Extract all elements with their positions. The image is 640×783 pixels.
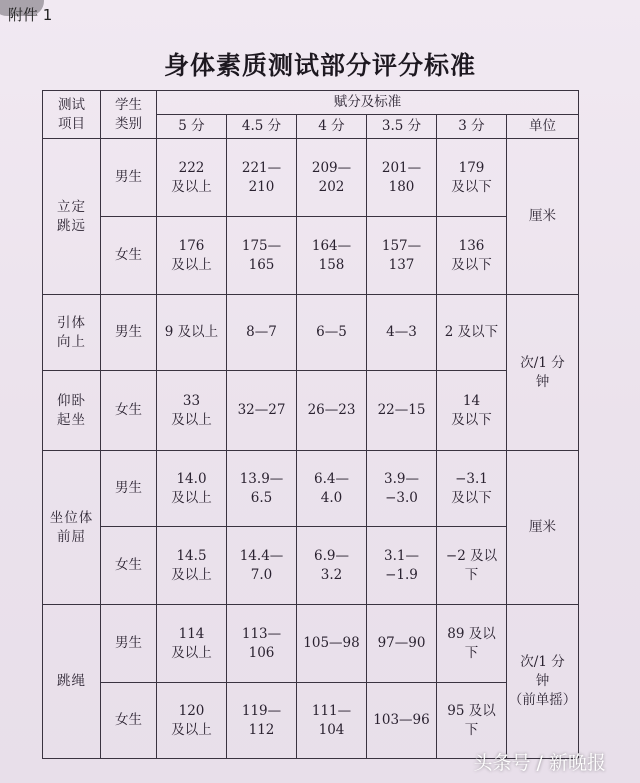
- attachment-label: 附件 1: [8, 6, 53, 24]
- score-cell: 13.9— 6.5: [227, 451, 297, 527]
- score-cell: 14.4— 7.0: [227, 527, 297, 605]
- test-name-cell: 跳绳: [43, 605, 101, 759]
- score-cell: 14.5 及以上: [157, 527, 227, 605]
- test-name-cell: 立定 跳远: [43, 139, 101, 295]
- score-cell: 111— 104: [297, 683, 367, 759]
- score-cell: −2 及以 下: [437, 527, 507, 605]
- header-score-level: 3 分: [437, 115, 507, 139]
- score-cell: 105—98: [297, 605, 367, 683]
- score-cell: 222 及以上: [157, 139, 227, 217]
- score-cell: 2 及以下: [437, 295, 507, 371]
- score-cell: 33 及以上: [157, 371, 227, 451]
- test-name-cell: 引体 向上: [43, 295, 101, 371]
- score-cell: 136 及以下: [437, 217, 507, 295]
- score-cell: 6.4— 4.0: [297, 451, 367, 527]
- category-cell: 女生: [101, 371, 157, 451]
- category-cell: 男生: [101, 451, 157, 527]
- category-cell: 男生: [101, 605, 157, 683]
- score-cell: 113— 106: [227, 605, 297, 683]
- score-cell: 8—7: [227, 295, 297, 371]
- category-cell: 女生: [101, 527, 157, 605]
- category-cell: 男生: [101, 139, 157, 217]
- unit-cell: 厘米: [507, 451, 579, 605]
- score-cell: 6.9— 3.2: [297, 527, 367, 605]
- score-cell: 95 及以 下: [437, 683, 507, 759]
- score-cell: 14.0 及以上: [157, 451, 227, 527]
- score-cell: 176 及以上: [157, 217, 227, 295]
- score-cell: 3.9— −3.0: [367, 451, 437, 527]
- score-cell: 175— 165: [227, 217, 297, 295]
- score-cell: 201— 180: [367, 139, 437, 217]
- score-cell: 22—15: [367, 371, 437, 451]
- score-cell: 9 及以上: [157, 295, 227, 371]
- category-cell: 女生: [101, 683, 157, 759]
- unit-cell: 厘米: [507, 139, 579, 295]
- header-test-item: 测试 项目: [43, 91, 101, 139]
- score-cell: 3.1— −1.9: [367, 527, 437, 605]
- watermark: 头条号 / 新晚报: [473, 752, 606, 774]
- header-score-level: 5 分: [157, 115, 227, 139]
- header-score-level: 4 分: [297, 115, 367, 139]
- page-title: 身体素质测试部分评分标准: [163, 51, 476, 80]
- score-cell: 209— 202: [297, 139, 367, 217]
- scoring-standards-table: [42, 90, 579, 759]
- category-cell: 女生: [101, 217, 157, 295]
- score-cell: 4—3: [367, 295, 437, 371]
- score-cell: 119— 112: [227, 683, 297, 759]
- header-score-level: 3.5 分: [367, 115, 437, 139]
- unit-cell: 次/1 分 钟: [507, 295, 579, 451]
- header-score-group: 赋分及标准: [157, 91, 579, 115]
- score-cell: 114 及以上: [157, 605, 227, 683]
- score-cell: 164— 158: [297, 217, 367, 295]
- unit-cell: 次/1 分 钟 （前单摇）: [507, 605, 579, 759]
- score-cell: 103—96: [367, 683, 437, 759]
- score-cell: 14 及以下: [437, 371, 507, 451]
- score-cell: 6—5: [297, 295, 367, 371]
- score-cell: 120 及以上: [157, 683, 227, 759]
- header-unit: 单位: [507, 115, 579, 139]
- category-cell: 男生: [101, 295, 157, 371]
- test-name-cell: 坐位体 前屈: [43, 451, 101, 605]
- header-score-level: 4.5 分: [227, 115, 297, 139]
- header-student-category: 学生 类别: [101, 91, 157, 139]
- score-cell: 157— 137: [367, 217, 437, 295]
- score-cell: 221— 210: [227, 139, 297, 217]
- score-cell: 97—90: [367, 605, 437, 683]
- score-cell: −3.1 及以下: [437, 451, 507, 527]
- score-cell: 32—27: [227, 371, 297, 451]
- score-cell: 26—23: [297, 371, 367, 451]
- score-cell: 179 及以下: [437, 139, 507, 217]
- test-name-cell: 仰卧 起坐: [43, 371, 101, 451]
- score-cell: 89 及以 下: [437, 605, 507, 683]
